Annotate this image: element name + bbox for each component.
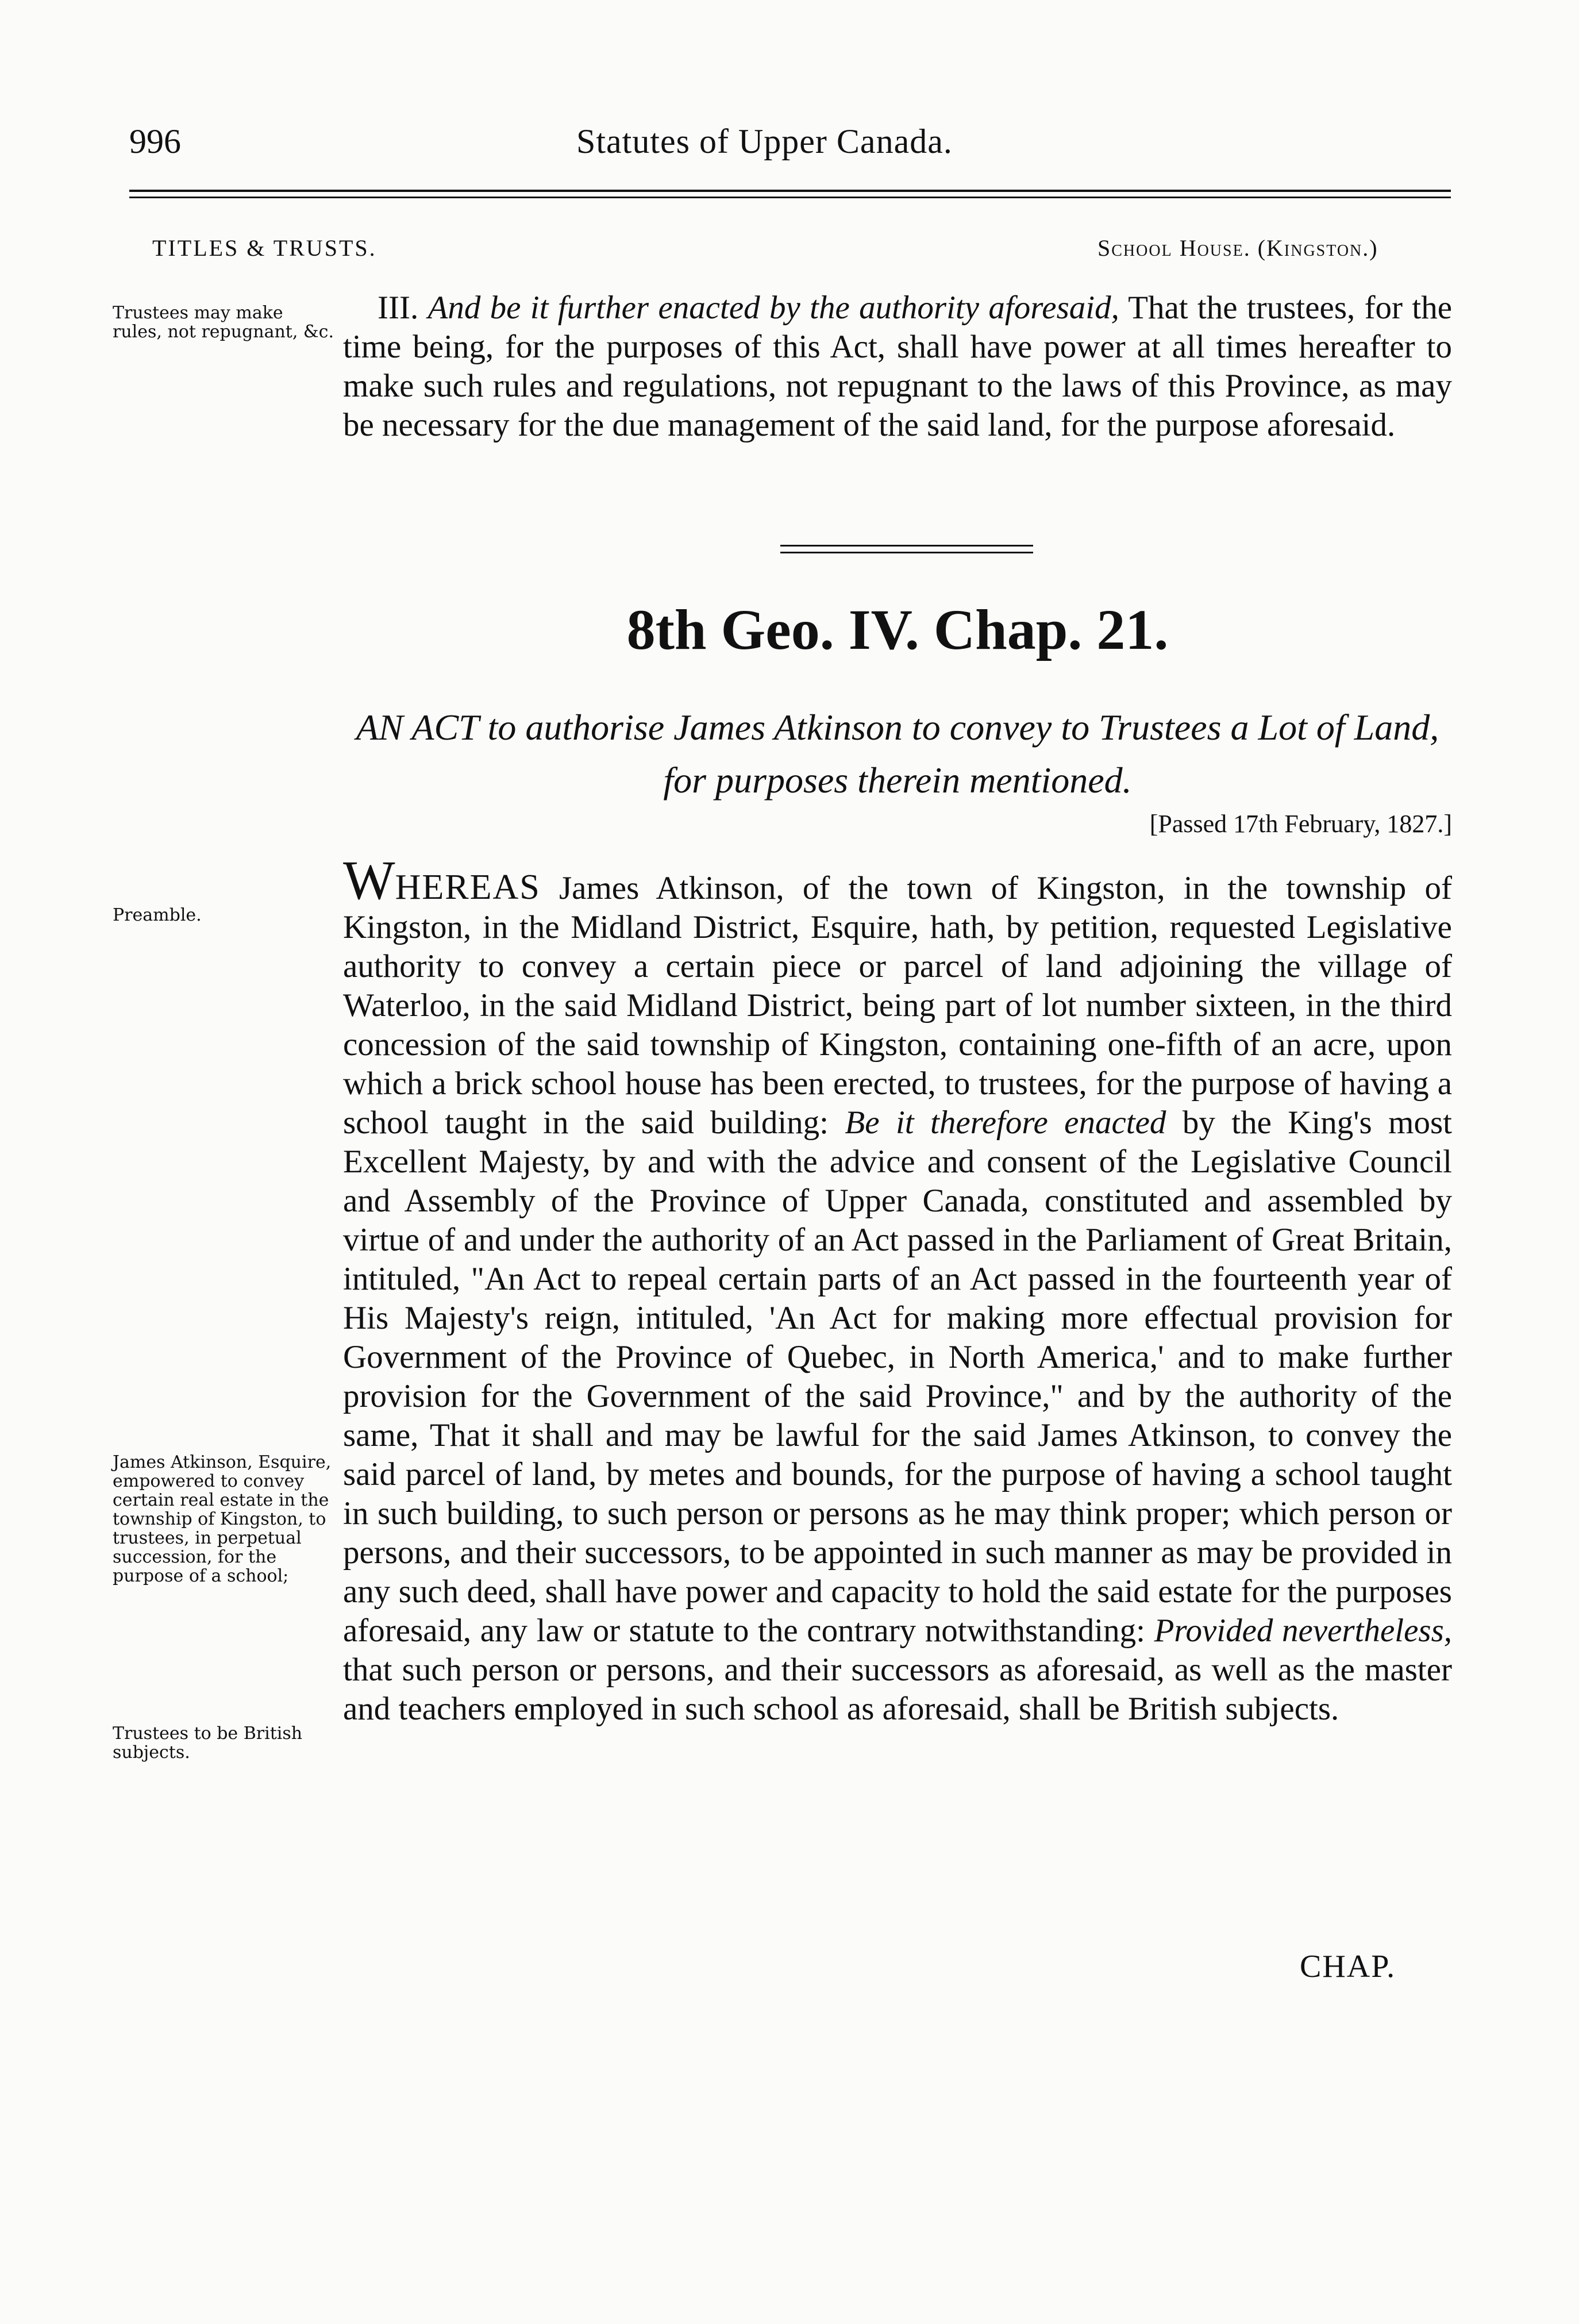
drop-cap: W — [343, 849, 395, 911]
margin-note-empowerment: James Atkinson, Esquire, empowered to convey certain real estate in the township of Kingston, to trustees, in perpetual succession, for the purpose of a school; — [113, 1452, 332, 1586]
margin-note-british-subjects: Trustees to be British subjects. — [113, 1723, 303, 1763]
margin-note-rules: Trustees may make rules, not repugnant, &c. — [113, 303, 334, 342]
proviso: Provided nevertheless, — [1154, 1613, 1452, 1649]
catchword: CHAP. — [1300, 1949, 1396, 1984]
margin-note-preamble: Preamble. — [113, 905, 202, 925]
preamble-part-2: by the King's most Excellent Majesty, by and with the advice and consent of the Legislative Council and Assembly of the Province of Upper Canada, constituted and assembled by virtue of and under the authority of an Act passed in the Parliament of Great Britain, intituled, "An Act to repeal certain parts of an Act passed in the fourteenth year of His Majesty's reign, intituled, 'An Act for making more effectual provision for Government of the Province of Quebec, in North America,' and to make further provision for the Government of the said Province," and by the authority of the same, That it shall and may be lawful for the said James Atkinson, to convey the said parcel of land, by metes and bounds, for the purpose of having a school taught in such building, to such person or persons as he may think proper; which person or persons, and their successors, to be appointed in such manner as may be provided in any such deed, shall have power and capacity to hold the said estate for the purposes aforesaid, any law or statute to the contrary notwithstanding: — [343, 1105, 1453, 1649]
section-title-left: TITLES & TRUSTS. — [152, 235, 377, 261]
preamble-text — [343, 849, 1453, 1729]
act-title-line-2: for purposes therein mentioned. — [663, 760, 1132, 801]
section-title-right: School House. (Kingston.) — [1097, 235, 1378, 261]
header-rule-bottom — [129, 197, 1451, 198]
enacting-phrase: And be it further enacted by the authority aforesaid, — [428, 290, 1119, 326]
page-number: 996 — [129, 122, 181, 160]
section-iii — [343, 288, 1452, 445]
preamble-part-1: James Atkinson, of the town of Kingston, in the township of Kingston, in the Midland District, Esquire, hath, by petition, requested Legislative authority to convey a certain piece or parcel of land adjoining the village of Waterloo, in the said Midland District, being part of lot number sixteen, in the third concession of the said township of Kingston, containing one-fifth of an acre, upon which a brick school house has been erected, to trustees, for the purpose of having a school taught in the said building: — [343, 870, 1453, 1141]
centre-rule-top — [780, 545, 1033, 547]
running-title: Statutes of Upper Canada. — [576, 122, 953, 160]
passed-date: [Passed 17th February, 1827.] — [1149, 810, 1452, 838]
act-title-line-1: AN ACT to authorise James Atkinson to convey to Trustees a Lot of Land, — [356, 707, 1439, 748]
caps-word: HEREAS — [395, 868, 541, 907]
enacting-clause: Be it therefore enacted — [845, 1105, 1166, 1141]
chapter-heading: 8th Geo. IV. Chap. 21. — [626, 598, 1169, 661]
preamble-part-3: that such person or persons, and their successors as aforesaid, as well as the master and teachers employed in such school as aforesaid, shall be British subjects. — [343, 1652, 1452, 1727]
section-number: III. — [378, 290, 419, 326]
section-iii-text: That the trustees, for the time being, for the purposes of this Act, shall have power at all times hereafter to make such rules and regulations, not repugnant to the laws of this Province, as may be necessary for the due management of the said land, for the purpose aforesaid. — [343, 290, 1452, 443]
act-title — [343, 701, 1452, 807]
centre-rule-bottom — [780, 552, 1033, 553]
header-rule-top — [129, 190, 1451, 192]
